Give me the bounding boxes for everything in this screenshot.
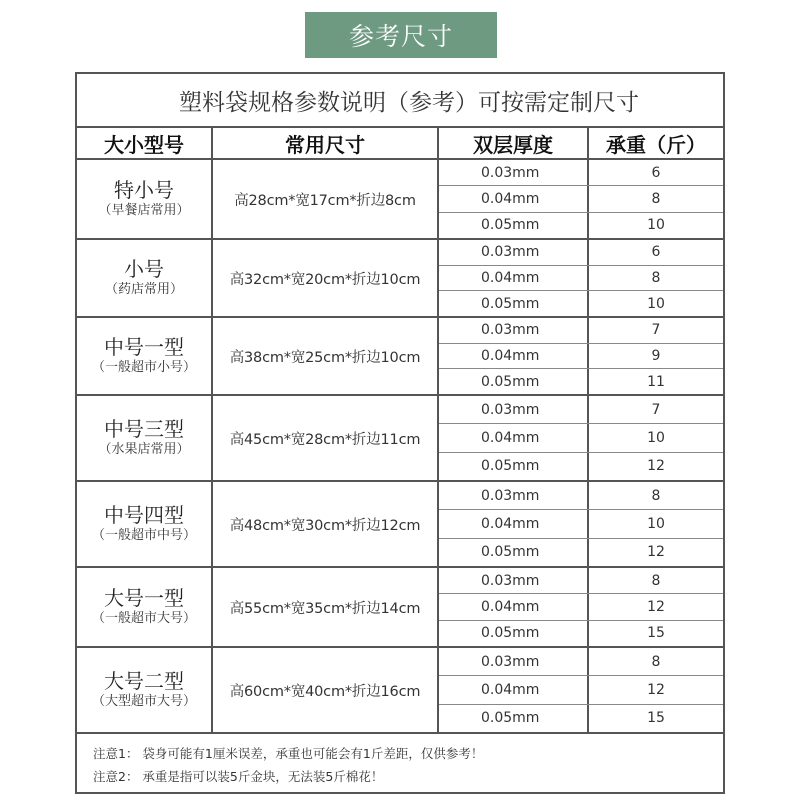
load-cell: 8: [651, 487, 661, 504]
thickness-cell: 0.03mm: [439, 240, 589, 265]
table-row: [439, 369, 723, 394]
thickness-cell: 0.03mm: [439, 160, 589, 185]
table-row: [439, 160, 723, 186]
table-row: [439, 539, 723, 566]
size-type-name: 大号一型: [104, 586, 184, 610]
table-row: [439, 621, 723, 646]
table-row: [439, 344, 723, 370]
header-size-type: 大小型号: [77, 128, 213, 158]
table-row-group: [77, 318, 723, 396]
thickness-load-rows: [439, 160, 723, 238]
table-row: [439, 318, 723, 344]
size-type-usage: （一般超市大号）: [91, 611, 196, 626]
header-load: 承重（斤）: [606, 132, 706, 157]
load-cell: 12: [647, 681, 665, 698]
thickness-cell: 0.04mm: [439, 676, 589, 703]
table-row: [439, 510, 723, 538]
common-size-cell: 高32cm*宽20cm*折边10cm: [213, 240, 439, 316]
load-cell: 11: [647, 373, 665, 390]
thickness-cell: 0.03mm: [439, 648, 589, 675]
load-cell: 15: [647, 710, 665, 727]
note-2: 注意2： 承重是指可以装5斤金块，无法装5斤棉花！: [93, 769, 384, 784]
table-row: [439, 594, 723, 620]
table-row-group: [77, 160, 723, 240]
thickness-cell: 0.05mm: [439, 705, 589, 732]
thickness-cell: 0.04mm: [439, 424, 589, 451]
size-type-name: 小号: [124, 257, 164, 281]
load-cell: 10: [647, 295, 665, 312]
load-cell: 10: [647, 429, 665, 446]
table-row-group: [77, 240, 723, 318]
thickness-load-rows: [439, 568, 723, 646]
thickness-load-rows: [439, 482, 723, 566]
common-size-cell: 高48cm*宽30cm*折边12cm: [213, 482, 439, 566]
thickness-load-rows: [439, 318, 723, 394]
thickness-cell: 0.03mm: [439, 396, 589, 423]
size-type-cell: [77, 568, 213, 646]
header-thickness: 双层厚度: [439, 128, 589, 158]
thickness-load-rows: [439, 648, 723, 732]
thickness-cell: 0.04mm: [439, 186, 589, 211]
table-row: [439, 240, 723, 266]
table-row: [439, 676, 723, 704]
table-row: [439, 396, 723, 424]
size-type-name: 中号一型: [104, 335, 184, 359]
thickness-cell: 0.03mm: [439, 318, 589, 343]
thickness-cell: 0.05mm: [439, 291, 589, 316]
load-cell: 7: [651, 401, 661, 418]
common-size-cell: 高55cm*宽35cm*折边14cm: [213, 568, 439, 646]
load-cell: 6: [651, 244, 661, 261]
load-cell: 8: [651, 653, 661, 670]
thickness-cell: 0.04mm: [439, 594, 589, 619]
load-cell: 12: [647, 598, 665, 615]
spec-table: [75, 72, 725, 794]
table-row: [439, 213, 723, 238]
size-type-cell: [77, 482, 213, 566]
size-type-usage: （早餐店常用）: [98, 203, 190, 218]
table-row: [439, 266, 723, 292]
table-row: [439, 648, 723, 676]
size-type-name: 中号四型: [104, 503, 184, 527]
load-cell: 8: [651, 572, 661, 589]
load-cell: 8: [651, 190, 661, 207]
size-type-cell: [77, 160, 213, 238]
thickness-load-rows: [439, 240, 723, 316]
header-common-size: 常用尺寸: [213, 128, 439, 158]
thickness-cell: 0.04mm: [439, 266, 589, 291]
common-size-cell: 高38cm*宽25cm*折边10cm: [213, 318, 439, 394]
size-type-cell: [77, 318, 213, 394]
table-row-group: [77, 568, 723, 648]
thickness-cell: 0.05mm: [439, 213, 589, 238]
table-row: [439, 482, 723, 510]
table-row: [439, 568, 723, 594]
thickness-cell: 0.05mm: [439, 621, 589, 646]
thickness-cell: 0.05mm: [439, 539, 589, 566]
load-cell: 15: [647, 625, 665, 642]
size-type-name: 大号二型: [104, 669, 184, 693]
common-size-cell: 高28cm*宽17cm*折边8cm: [213, 160, 439, 238]
size-type-usage: （大型超市大号）: [91, 694, 196, 709]
thickness-load-rows: [439, 396, 723, 480]
size-type-cell: [77, 648, 213, 732]
thickness-cell: 0.03mm: [439, 482, 589, 509]
load-cell: 9: [651, 348, 661, 364]
common-size-cell: 高45cm*宽28cm*折边11cm: [213, 396, 439, 480]
table-row-group: [77, 482, 723, 568]
size-type-name: 特小号: [114, 178, 174, 202]
load-cell: 10: [647, 217, 665, 234]
note-1: 注意1： 袋身可能有1厘米误差，承重也可能会有1斤差距，仅供参考！: [93, 746, 484, 761]
load-cell: 12: [647, 544, 665, 561]
load-cell: 10: [647, 515, 665, 532]
table-row: [439, 453, 723, 480]
table-row: [439, 186, 723, 212]
table-row-group: [77, 396, 723, 482]
size-type-usage: （水果店常用）: [98, 442, 190, 457]
load-cell: 6: [651, 164, 661, 181]
size-type-name: 中号三型: [104, 417, 184, 441]
size-type-cell: [77, 396, 213, 480]
thickness-cell: 0.03mm: [439, 568, 589, 593]
table-header: [77, 128, 723, 160]
common-size-cell: 高60cm*宽40cm*折边16cm: [213, 648, 439, 732]
notes-section: [77, 734, 723, 792]
table-row: [439, 291, 723, 316]
size-type-usage: （药店常用）: [104, 282, 183, 297]
section-banner: 参考尺寸: [305, 12, 497, 58]
size-type-cell: [77, 240, 213, 316]
size-type-usage: （一般超市小号）: [91, 360, 196, 375]
table-row-group: [77, 648, 723, 734]
load-cell: 7: [651, 322, 661, 339]
size-type-usage: （一般超市中号）: [91, 528, 196, 543]
thickness-cell: 0.04mm: [439, 510, 589, 537]
thickness-cell: 0.04mm: [439, 344, 589, 369]
thickness-cell: 0.05mm: [439, 453, 589, 480]
load-cell: 12: [647, 458, 665, 475]
thickness-cell: 0.05mm: [439, 369, 589, 394]
load-cell: 8: [651, 270, 661, 286]
table-row: [439, 705, 723, 732]
table-row: [439, 424, 723, 452]
table-title: 塑料袋规格参数说明（参考）可按需定制尺寸: [77, 74, 723, 128]
